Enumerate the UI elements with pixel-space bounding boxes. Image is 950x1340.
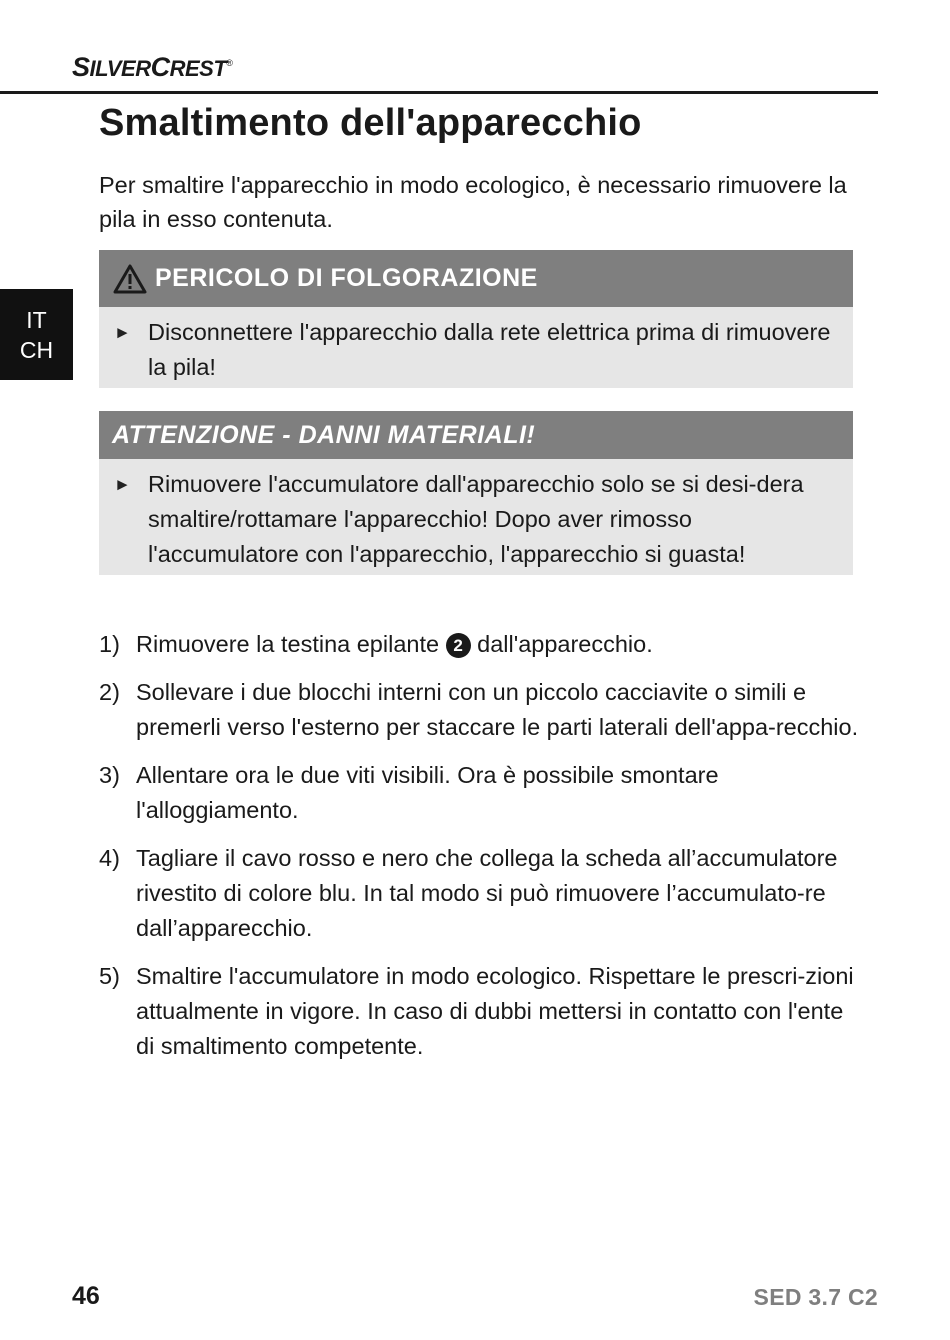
step-text: Sollevare i due blocchi interni con un piccolo cacciavite o simili e premerli verso l'esterno per staccare le parti laterali dell'appa-recchio.: [136, 679, 859, 740]
step-text: Rimuovere la testina epilante: [136, 631, 446, 657]
language-tab-line2: CH: [19, 336, 54, 363]
language-tab: [0, 289, 73, 380]
brand-first-letter: S: [72, 52, 90, 82]
step-text: Allentare ora le due viti visibili. Ora è possibile smontare l'alloggiamento.: [136, 762, 719, 823]
step-item: [99, 675, 859, 745]
brand-main: ILVER: [89, 56, 151, 81]
warning-triangle-icon: [113, 264, 147, 294]
page-number: 46: [72, 1282, 100, 1310]
caution-notice-heading: ATTENZIONE - DANNI MATERIALI!: [112, 420, 536, 449]
disposal-steps-list: [99, 627, 859, 1077]
step-number: 4): [99, 845, 120, 871]
danger-notice-item: [99, 307, 853, 385]
danger-notice-heading: PERICOLO DI FOLGORAZIONE: [155, 264, 538, 292]
step-text: Tagliare il cavo rosso e nero che collega la scheda all’accumulatore rivestito di colore blu. In tal modo si può rimuovere l’accumulato-re dall’apparecchio.: [136, 845, 838, 941]
danger-notice-text: Disconnettere l'apparecchio dalla rete elettrica prima di rimuovere la pila!: [148, 319, 831, 380]
step-number: 1): [99, 631, 120, 657]
caution-notice-item: [99, 459, 853, 572]
step-number: 5): [99, 963, 120, 989]
step-text: Smaltire l'accumulatore in modo ecologico. Rispettare le prescri-zioni attualmente in vigore. In caso di dubbi mettersi in contatto con l'ente di smaltimento competente.: [136, 963, 854, 1059]
arrow-right-icon: ►: [114, 475, 131, 494]
caution-notice-text: Rimuovere l'accumulatore dall'apparecchio solo se si desi-dera smaltire/rottamare l'apparecchio! Dopo aver rimosso l'accumulatore con l'apparecchio, l'apparecchio si guasta!: [148, 471, 804, 567]
brand-second: REST: [169, 56, 227, 81]
step-text-cont: dall'apparecchio.: [470, 631, 653, 657]
arrow-right-icon: ►: [114, 323, 131, 342]
step-number: 2): [99, 679, 120, 705]
brand-registered-mark: ®: [226, 58, 233, 68]
step-item: [99, 841, 859, 946]
danger-notice-header: [99, 250, 853, 307]
brand-logo: [72, 52, 232, 83]
step-item: [99, 627, 859, 662]
step-item: [99, 758, 859, 828]
part-reference-badge: 2: [446, 633, 471, 658]
step-number: 3): [99, 762, 120, 788]
model-number: SED 3.7 C2: [753, 1284, 878, 1310]
caution-notice-box: [99, 411, 853, 575]
brand-second-letter: C: [150, 52, 170, 82]
danger-notice-box: [99, 250, 853, 388]
intro-paragraph: Per smaltire l'apparecchio in modo ecologico, è necessario rimuovere la pila in esso contenuta.: [99, 172, 847, 232]
caution-notice-header: [99, 411, 853, 459]
language-tab-line1: IT: [26, 306, 47, 333]
page-title: Smaltimento dell'apparecchio: [99, 102, 642, 144]
step-item: [99, 959, 859, 1064]
header-rule: [0, 91, 878, 94]
